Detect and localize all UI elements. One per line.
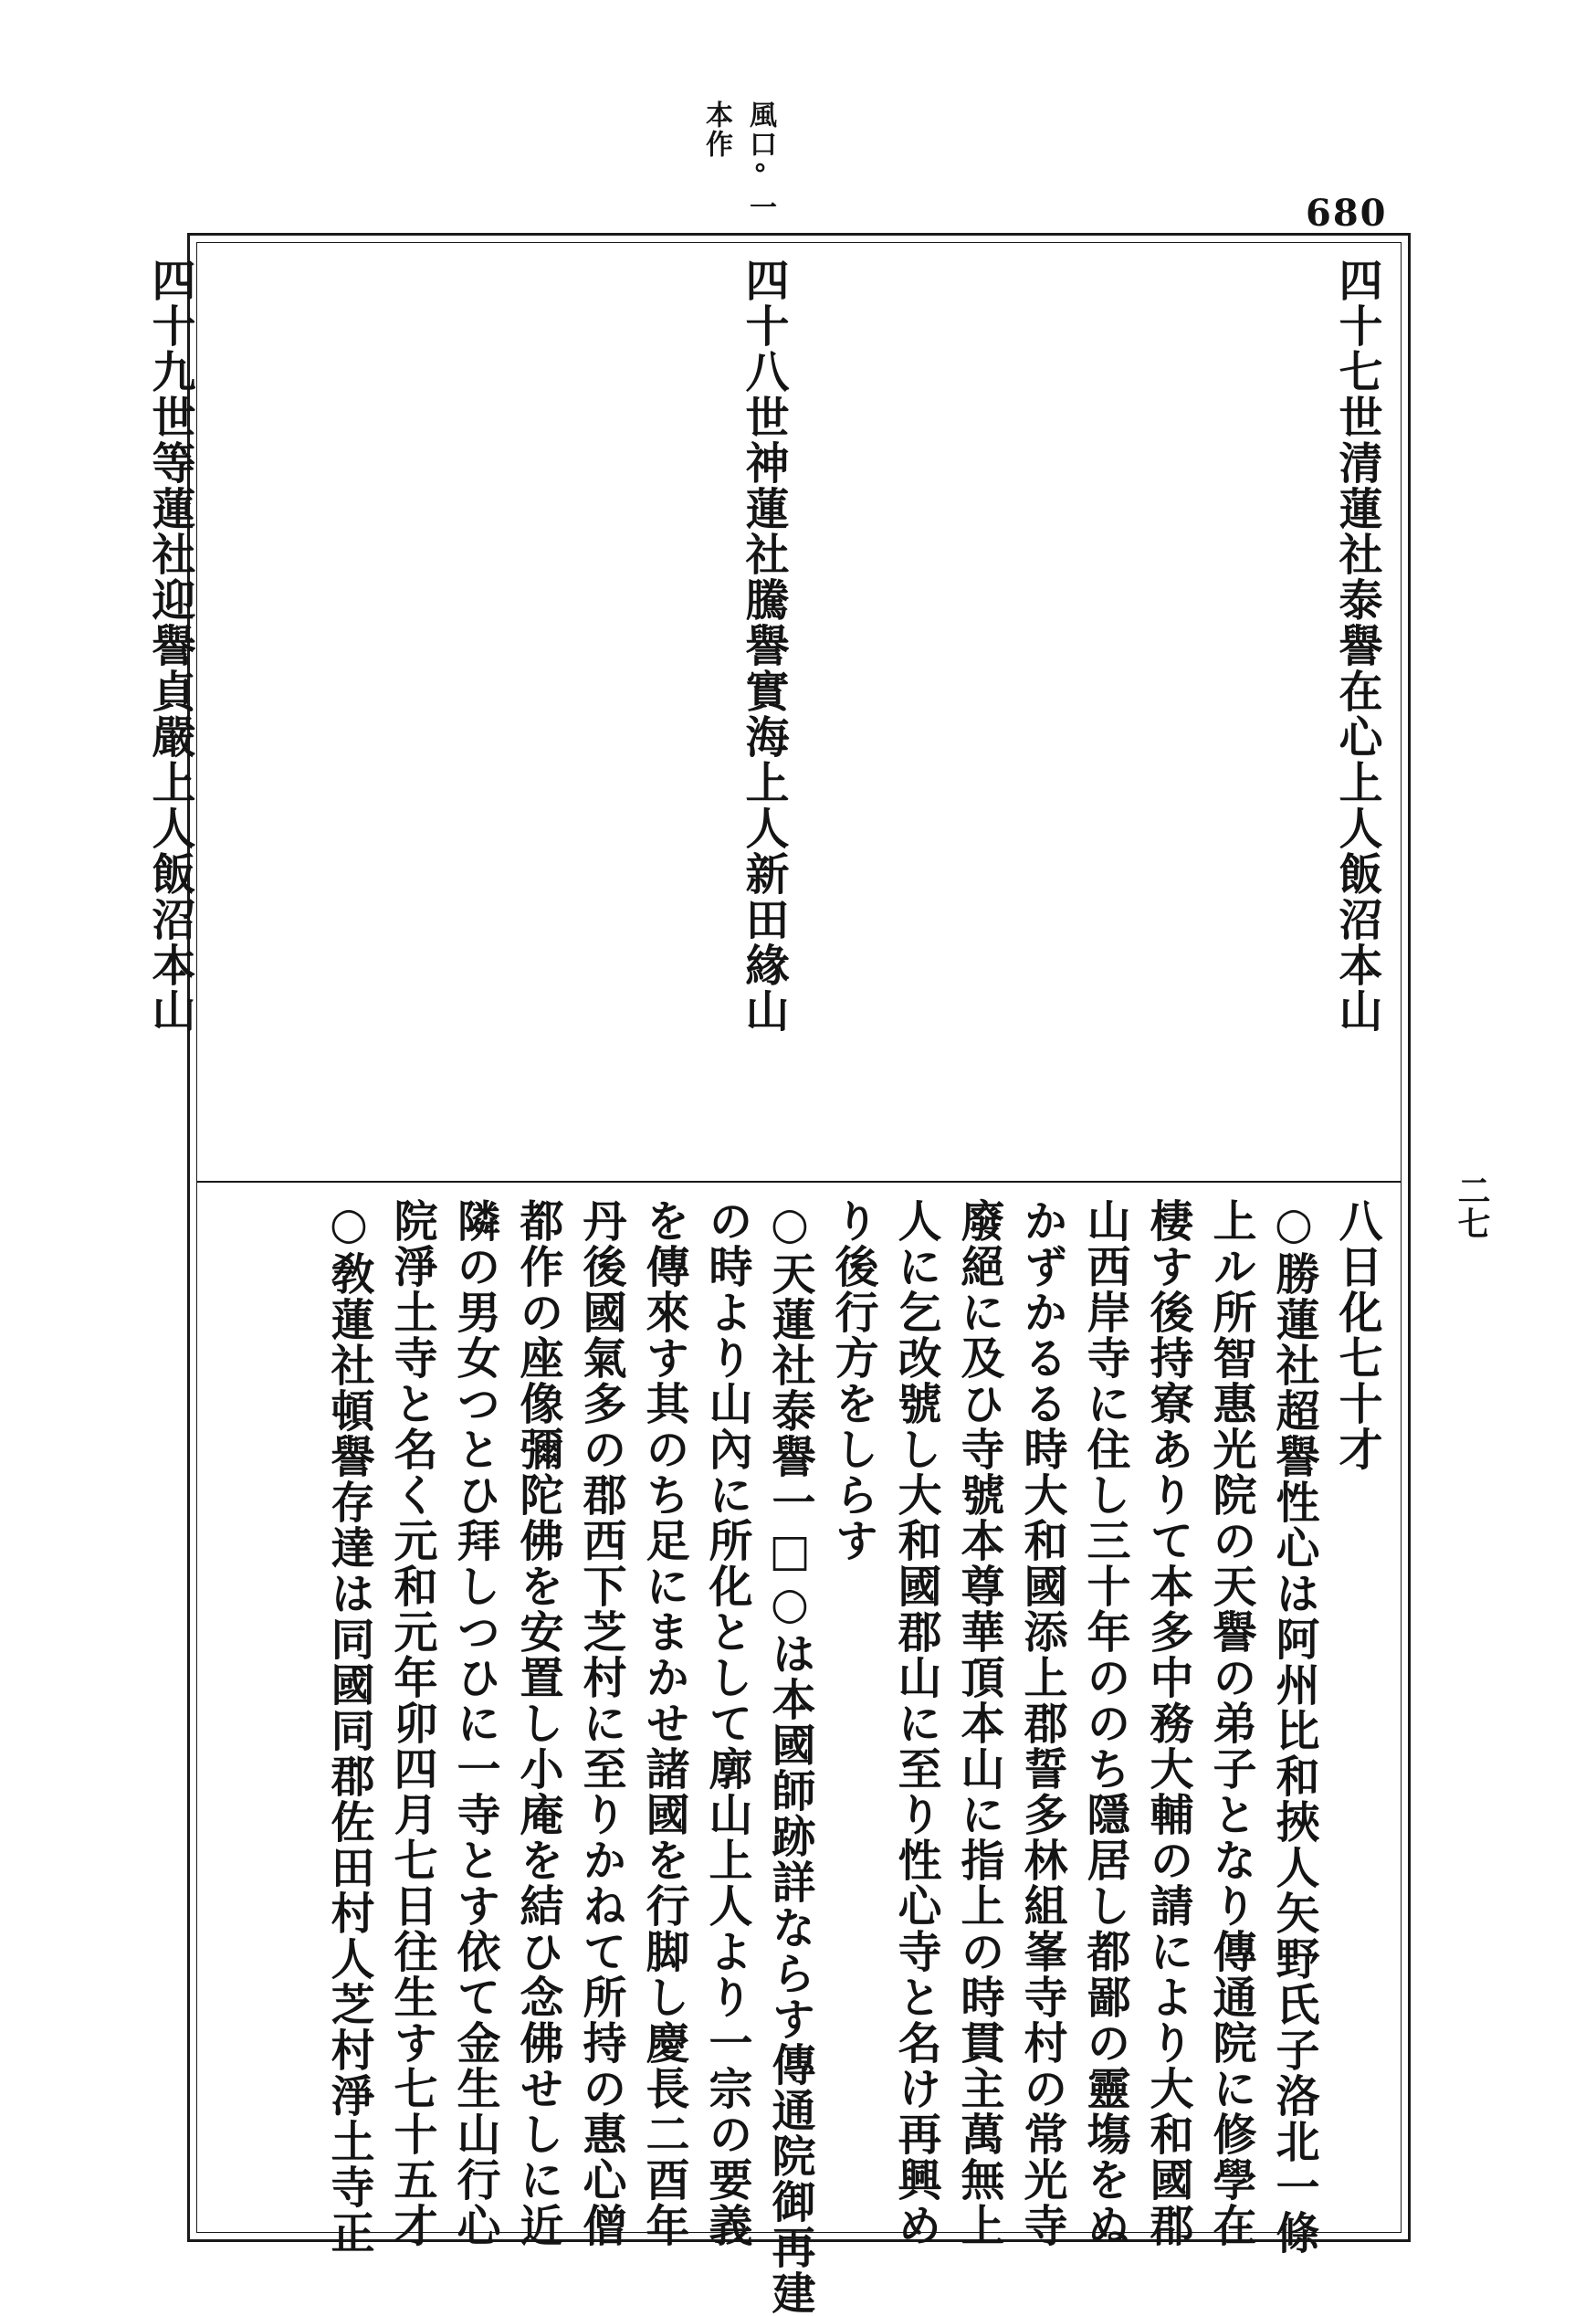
text-line: 都作の座像彌陀佛を安置し小庵を結ひ念佛せしに近: [512, 1198, 563, 2248]
text-line: 廢絕に及ひ寺號本尊華頂本山に指上の時貫主萬無上: [953, 1198, 1004, 2248]
lineage-mountain: 緣山: [738, 942, 789, 1034]
lineage-place: 飯沼: [1331, 851, 1382, 942]
lineage-name: 四十九世等蓮社迎譽貞嚴上人: [144, 258, 195, 851]
side-page-number: 二七: [1453, 1174, 1491, 1239]
text-line: 八日化七十才: [1331, 1198, 1382, 1472]
lineage-name: 四十七世清蓮社泰譽在心上人: [1331, 258, 1382, 851]
text-line: り後行方をしらす: [827, 1198, 878, 1563]
lineage-name: 四十八世神蓮社騰譽實海上人: [738, 258, 789, 851]
text-line: 院淨土寺と名く元和元年卯四月七日往生す七十五才: [386, 1198, 437, 2248]
text-line: を傳來す其のち足にまかせ諸國を行脚し慶長二酉年: [638, 1198, 689, 2248]
text-line: ○勝蓮社超譽性心は阿州比和挾人矢野氏子洛北一條: [1268, 1198, 1319, 2256]
upper-text-block: [144, 258, 1388, 1171]
lineage-entry: [794, 258, 1388, 1171]
text-line: 隣の男女つとひ拜しつひに一寺とす依て金生山行心: [449, 1198, 500, 2248]
text-line: 山西岸寺に住し三十年ののち隱居し都鄙の靈塲をぬ: [1079, 1198, 1130, 2248]
lineage-mountain: 本山: [1331, 942, 1382, 1034]
text-line: 上ル所智惠光院の天譽の弟子となり傳通院に修學在: [1205, 1198, 1256, 2248]
section-divider: [196, 1181, 1402, 1183]
text-line: 人に乞改號し大和國郡山に至り性心寺と名け再興め: [890, 1198, 941, 2248]
header-note: 風口°一本作: [700, 100, 776, 222]
lineage-place: 新田: [738, 851, 789, 942]
lineage-entry: [0, 258, 201, 1171]
lower-text-block: [210, 1198, 1388, 2316]
lineage-place: 飯沼: [144, 851, 195, 942]
text-line: ○天蓮社泰譽一□○は本國師跡詳ならす傳通院御再建: [764, 1198, 815, 2316]
text-line: ○敎蓮社頓譽存達は同國同郡佐田村人芝村淨土寺正: [323, 1198, 374, 2256]
page-number: 680: [1306, 192, 1388, 235]
lineage-entry: [201, 258, 794, 1171]
lineage-mountain: 本山: [144, 942, 195, 1034]
text-line: かずかるる時大和國添上郡誓多林組峯寺村の常光寺: [1016, 1198, 1067, 2248]
text-line: 棲す後持寮ありて本多中務大輔の請により大和國郡: [1142, 1198, 1193, 2248]
text-line: 丹後國氣多の郡西下芝村に至りかねて所持の惠心僧: [575, 1198, 626, 2248]
text-line: の時より山內に所化として廓山上人より一宗の要義: [701, 1198, 752, 2248]
